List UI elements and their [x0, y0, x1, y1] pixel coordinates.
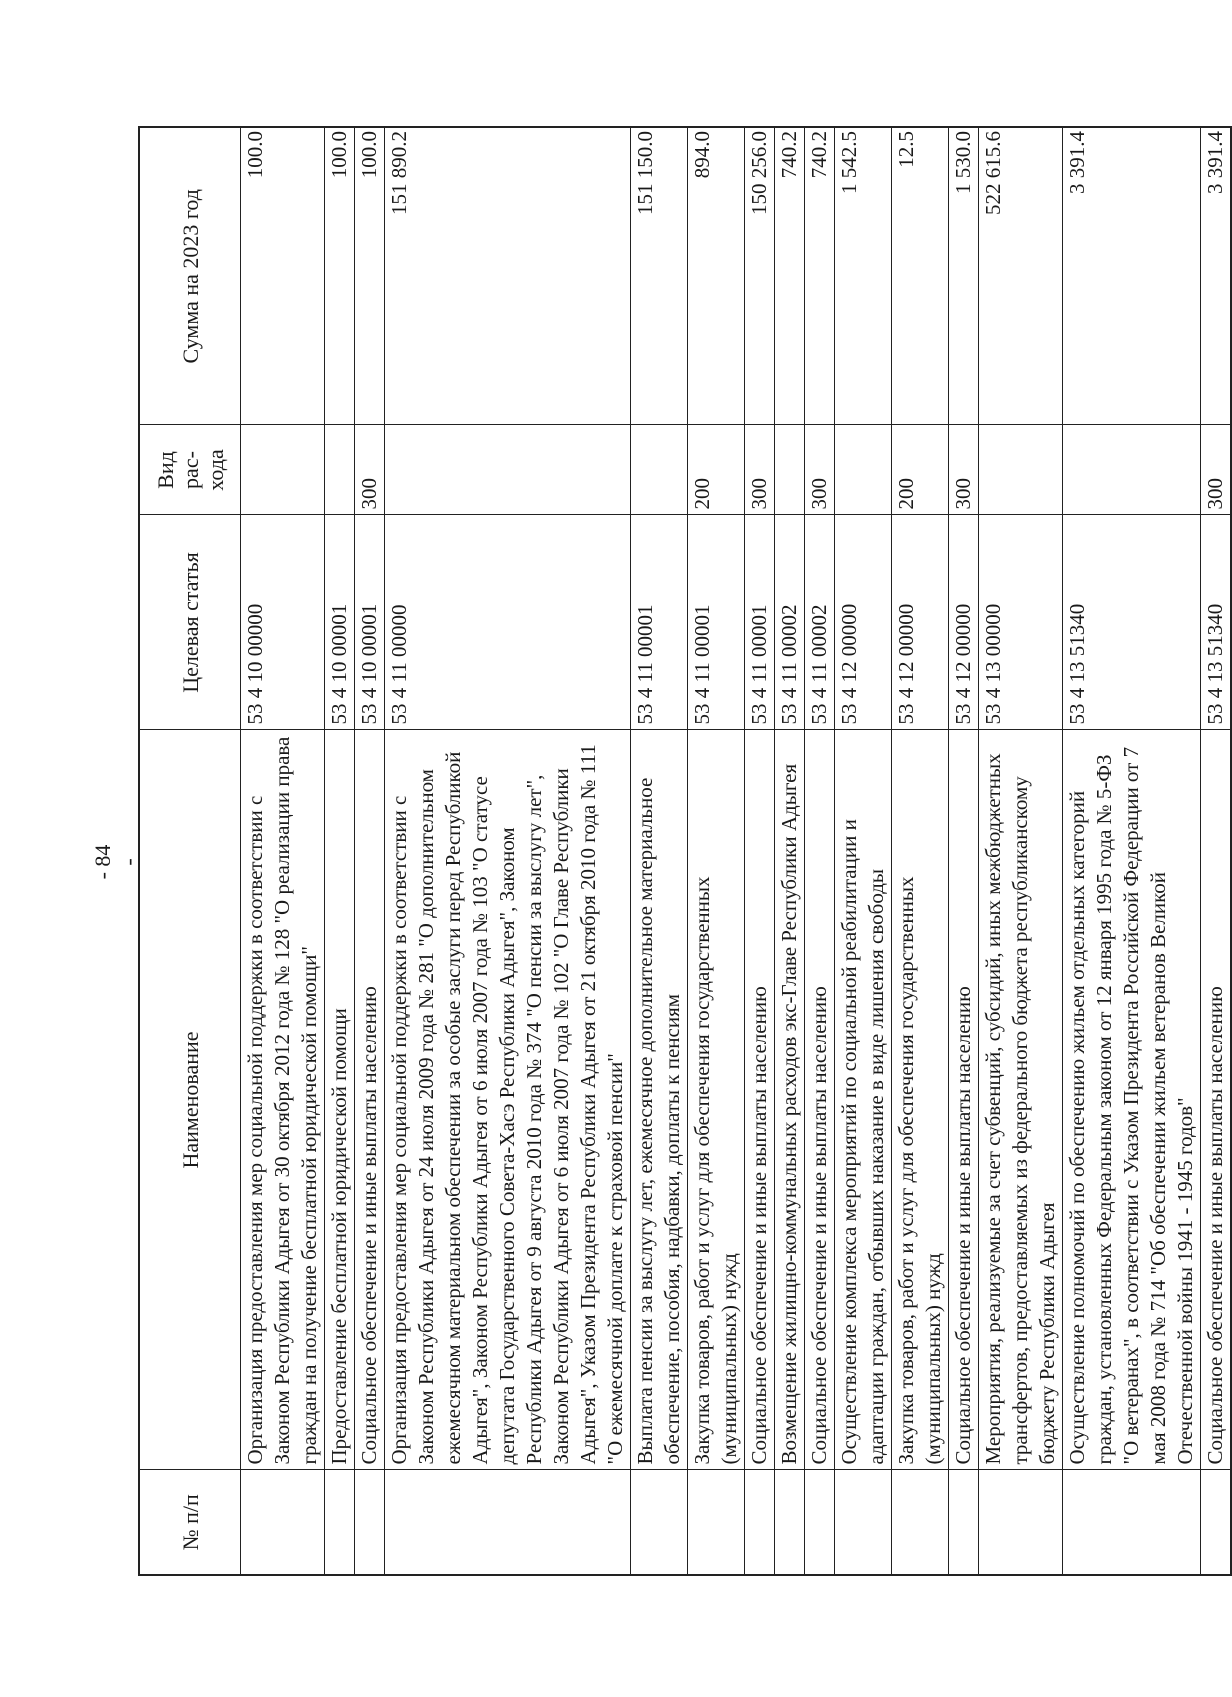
cell-num: [775, 1470, 805, 1575]
cell-sum: 3 391.4: [1063, 127, 1201, 425]
cell-sum: 150 256.0: [745, 127, 775, 425]
cell-kind: 300: [805, 425, 835, 515]
table-row: [385, 127, 631, 1575]
cell-kind: 200: [688, 425, 745, 515]
cell-kind: [385, 425, 631, 515]
cell-num: [949, 1470, 979, 1575]
cell-name: Социальное обеспечение и иные выплаты населению: [1201, 730, 1232, 1470]
cell-kind: 300: [355, 425, 385, 515]
cell-kind: 300: [949, 425, 979, 515]
table-row: [1063, 127, 1201, 1575]
table-row: [241, 127, 325, 1575]
cell-name: Закупка товаров, работ и услуг для обеспечения государственных (муниципальных) нужд: [892, 730, 949, 1470]
budget-table: [138, 126, 1232, 1576]
cell-num: [805, 1470, 835, 1575]
cell-num: [892, 1470, 949, 1575]
table-body: [241, 127, 1232, 1575]
table-row: [1201, 127, 1232, 1575]
cell-target: 53 4 11 00002: [775, 515, 805, 730]
cell-num: [1063, 1470, 1201, 1575]
cell-num: [385, 1470, 631, 1575]
table-row: [355, 127, 385, 1575]
cell-kind: 300: [1201, 425, 1232, 515]
cell-target: 53 4 10 00001: [355, 515, 385, 730]
table-row: [631, 127, 688, 1575]
rotated-table-wrapper: [138, 128, 1227, 1576]
cell-target: 53 4 11 00002: [805, 515, 835, 730]
cell-sum: 3 391.4: [1201, 127, 1232, 425]
cell-kind: [241, 425, 325, 515]
cell-kind: [631, 425, 688, 515]
cell-target: 53 4 13 00000: [979, 515, 1063, 730]
cell-sum: 151 150.0: [631, 127, 688, 425]
table-row: [688, 127, 745, 1575]
cell-sum: 894.0: [688, 127, 745, 425]
cell-num: [1201, 1470, 1232, 1575]
cell-sum: 100.0: [355, 127, 385, 425]
header-num: № п/п: [139, 1470, 241, 1575]
table-header-row: [139, 127, 241, 1575]
cell-target: 53 4 13 51340: [1063, 515, 1201, 730]
table-row: [835, 127, 892, 1575]
table-row: [979, 127, 1063, 1575]
header-sum: Сумма на 2023 год: [139, 127, 241, 425]
cell-num: [979, 1470, 1063, 1575]
cell-num: [325, 1470, 355, 1575]
cell-name: Социальное обеспечение и иные выплаты населению: [355, 730, 385, 1470]
cell-target: 53 4 10 00000: [241, 515, 325, 730]
cell-name: Осуществление полномочий по обеспечению жильем отдельных категорий граждан, установленных Федеральным законом от 12 января 1995 года № 5-ФЗ "О ветеранах", в соответствии с Указом Президента Российской Федерации от 7 мая 2008 года № 714 "Об обеспечении жильем ветеранов Великой Отечественной войны 1941 - 1945 годов": [1063, 730, 1201, 1470]
cell-target: 53 4 11 00001: [745, 515, 775, 730]
table-row: [805, 127, 835, 1575]
cell-target: 53 4 12 00000: [835, 515, 892, 730]
cell-sum: 740.2: [775, 127, 805, 425]
cell-num: [355, 1470, 385, 1575]
cell-name: Мероприятия, реализуемые за счет субвенций, субсидий, иных межбюджетных трансфертов, предоставляемых из федерального бюджета республиканскому бюджету Республики Адыгея: [979, 730, 1063, 1470]
cell-name: Социальное обеспечение и иные выплаты населению: [745, 730, 775, 1470]
header-target: Целевая статья: [139, 515, 241, 730]
cell-name: Осуществление комплекса мероприятий по социальной реабилитации и адаптации граждан, отбывших наказание в виде лишения свободы: [835, 730, 892, 1470]
cell-sum: 100.0: [325, 127, 355, 425]
cell-sum: 151 890.2: [385, 127, 631, 425]
cell-name: Социальное обеспечение и иные выплаты населению: [949, 730, 979, 1470]
cell-kind: [1063, 425, 1201, 515]
table-row: [745, 127, 775, 1575]
cell-name: Предоставление бесплатной юридической помощи: [325, 730, 355, 1470]
cell-kind: 300: [745, 425, 775, 515]
cell-target: 53 4 11 00001: [688, 515, 745, 730]
cell-kind: 200: [892, 425, 949, 515]
cell-sum: 1 542.5: [835, 127, 892, 425]
page-number: - 84 -: [90, 844, 141, 880]
cell-kind: [835, 425, 892, 515]
table-row: [892, 127, 949, 1575]
cell-target: 53 4 12 00000: [892, 515, 949, 730]
cell-num: [745, 1470, 775, 1575]
cell-sum: 100.0: [241, 127, 325, 425]
cell-num: [688, 1470, 745, 1575]
cell-target: 53 4 13 51340: [1201, 515, 1232, 730]
table-row: [949, 127, 979, 1575]
cell-kind: [775, 425, 805, 515]
cell-num: [631, 1470, 688, 1575]
cell-kind: [979, 425, 1063, 515]
cell-kind: [325, 425, 355, 515]
cell-target: 53 4 11 00000: [385, 515, 631, 730]
cell-name: Выплата пенсии за выслугу лет, ежемесячное дополнительное материальное обеспечение, пособия, надбавки, доплаты к пенсиям: [631, 730, 688, 1470]
table-row: [775, 127, 805, 1575]
cell-sum: 522 615.6: [979, 127, 1063, 425]
cell-target: 53 4 10 00001: [325, 515, 355, 730]
cell-target: 53 4 11 00001: [631, 515, 688, 730]
cell-num: [241, 1470, 325, 1575]
cell-sum: 1 530.0: [949, 127, 979, 425]
cell-name: Организация предоставления мер социальной поддержки в соответствии с Законом Республики Адыгея от 24 июля 2009 года № 281 "О дополнительном ежемесячном материальном обеспечении за особые заслуги перед Республикой Адыгея", Законом Республики Адыгея от 6 июля 2007 года № 103 "О статусе депутата Государственного Совета-Хасэ Республики Адыгея", Законом Республики Адыгея от 9 августа 2010 года № 374 "О пенсии за выслугу лет", Законом Республики Адыгея от 6 июля 2007 года № 102 "О Главе Республики Адыгея", Указом Президента Республики Адыгея от 21 октября 2010 года № 111 "О ежемесячной доплате к страховой пенсии": [385, 730, 631, 1470]
cell-num: [835, 1470, 892, 1575]
cell-name: Социальное обеспечение и иные выплаты населению: [805, 730, 835, 1470]
cell-name: Возмещение жилищно-коммунальных расходов экс-Главе Республики Адыгея: [775, 730, 805, 1470]
header-name: Наименование: [139, 730, 241, 1470]
cell-name: Закупка товаров, работ и услуг для обеспечения государственных (муниципальных) нужд: [688, 730, 745, 1470]
cell-name: Организация предоставления мер социальной поддержки в соответствии с Законом Республики Адыгея от 30 октября 2012 года № 128 "О реализации права граждан на получение бесплатной юридической помощи": [241, 730, 325, 1470]
table-row: [325, 127, 355, 1575]
cell-sum: 740.2: [805, 127, 835, 425]
cell-sum: 12.5: [892, 127, 949, 425]
cell-target: 53 4 12 00000: [949, 515, 979, 730]
header-kind: Вид рас-хода: [139, 425, 241, 515]
